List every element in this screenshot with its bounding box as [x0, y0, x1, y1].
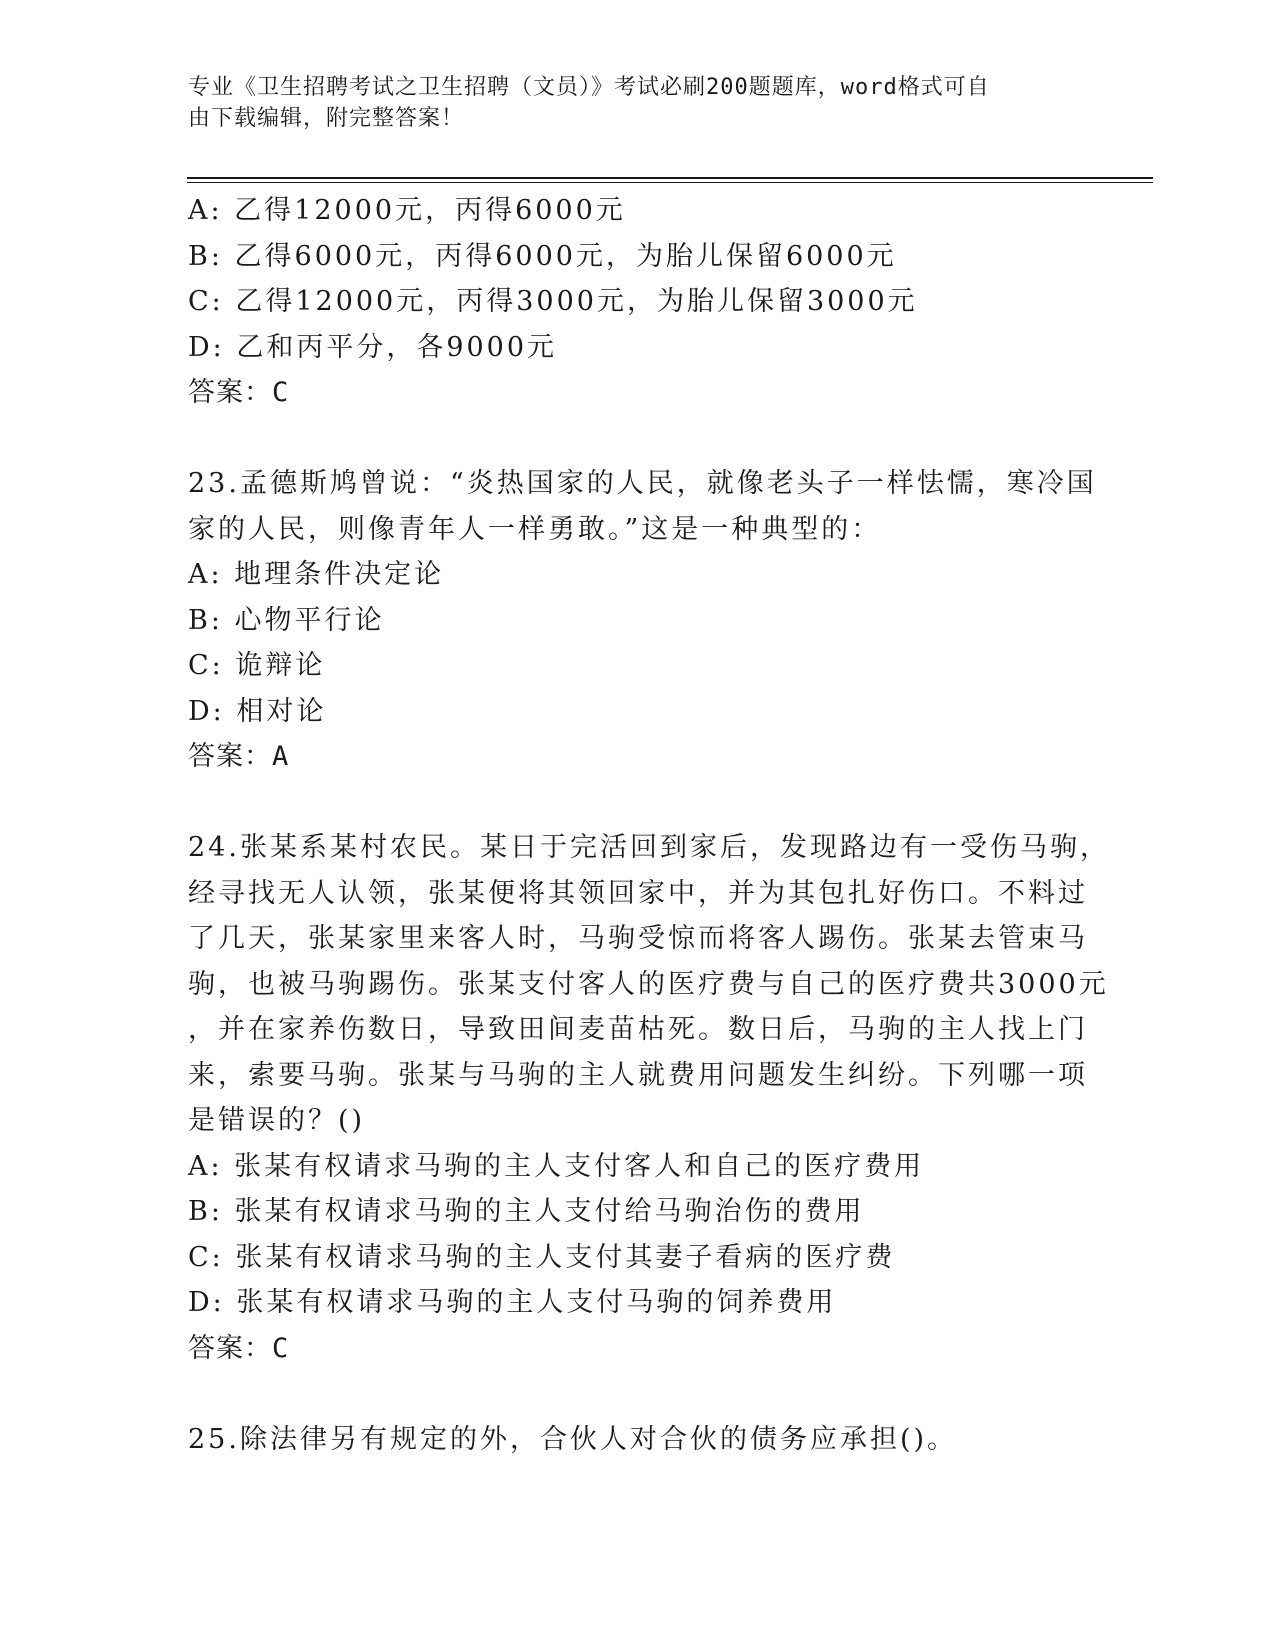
header-line-1: 专业《卫生招聘考试之卫生招聘（文员）》考试必刷200题题库，word格式可自 [188, 75, 990, 100]
question-23-text [188, 461, 1097, 552]
option-a: A: 地理条件决定论 [188, 559, 445, 590]
question-text-line: 是错误的？() [188, 1105, 366, 1136]
question-text-line: 经寻找无人认领，张某便将其领回家中，并为其包扎好伤口。不料过 [188, 877, 1088, 909]
question-24 [188, 825, 1110, 1371]
document-body [188, 188, 1110, 1462]
question-text-line: 驹，也被马驹踢伤。张某支付客人的医疗费与自己的医疗费共3000元 [188, 968, 1109, 1000]
answer-24: 答案：C [188, 1332, 290, 1364]
option-b: B: 乙得6000元，丙得6000元，为胎儿保留6000元 [188, 240, 897, 272]
option-c: C: 诡辩论 [188, 650, 326, 681]
question-24-text [188, 825, 1110, 1144]
option-a: A: 乙得12000元，丙得6000元 [188, 195, 626, 226]
question-25 [188, 1417, 1088, 1463]
question-22-options [188, 188, 1088, 416]
option-b: B: 张某有权请求马驹的主人支付给马驹治伤的费用 [188, 1196, 865, 1227]
question-text-line: 来，索要马驹。张某与马驹的主人就费用问题发生纠纷。下列哪一项 [188, 1059, 1088, 1091]
option-c: C: 乙得12000元，丙得3000元，为胎儿保留3000元 [188, 286, 918, 317]
spacer [188, 780, 1088, 826]
answer-23: 答案：A [188, 741, 290, 772]
spacer [188, 416, 1088, 462]
question-text-line: 了几天，张某家里来客人时，马驹受惊而将客人踢伤。张某去管束马 [188, 923, 1088, 954]
question-23 [188, 461, 1097, 780]
question-text-line: 25.除法律另有规定的外，合伙人对合伙的债务应承担()。 [188, 1423, 958, 1455]
question-text-line: ，并在家养伤数日，导致田间麦苗枯死。数日后，马驹的主人找上门 [188, 1014, 1088, 1045]
question-25-text [188, 1417, 1088, 1463]
option-d: D: 乙和丙平分，各9000元 [188, 331, 558, 363]
option-d: D: 相对论 [188, 695, 327, 727]
option-b: B: 心物平行论 [188, 604, 385, 636]
header-line-2: 由下载编辑，附完整答案！ [188, 106, 465, 131]
document-header [188, 72, 1088, 134]
answer-22: 答案：C [188, 377, 290, 408]
question-text-line: 23.孟德斯鸠曾说：“炎热国家的人民，就像老头子一样怯懦，寒冷国 [188, 468, 1097, 499]
header-rule-thick [187, 177, 1153, 179]
question-text-line: 24.张某系某村农民。某日于完活回到家后，发现路边有一受伤马驹， [188, 832, 1110, 863]
option-c: C: 张某有权请求马驹的主人支付其妻子看病的医疗费 [188, 1241, 896, 1273]
header-rule-thin [187, 182, 1153, 183]
option-a: A: 张某有权请求马驹的主人支付客人和自己的医疗费用 [188, 1150, 925, 1182]
spacer [188, 1371, 1088, 1417]
question-text-line: 家的人民，则像青年人一样勇敢。”这是一种典型的： [188, 513, 882, 545]
option-d: D: 张某有权请求马驹的主人支付马驹的饲养费用 [188, 1287, 837, 1318]
